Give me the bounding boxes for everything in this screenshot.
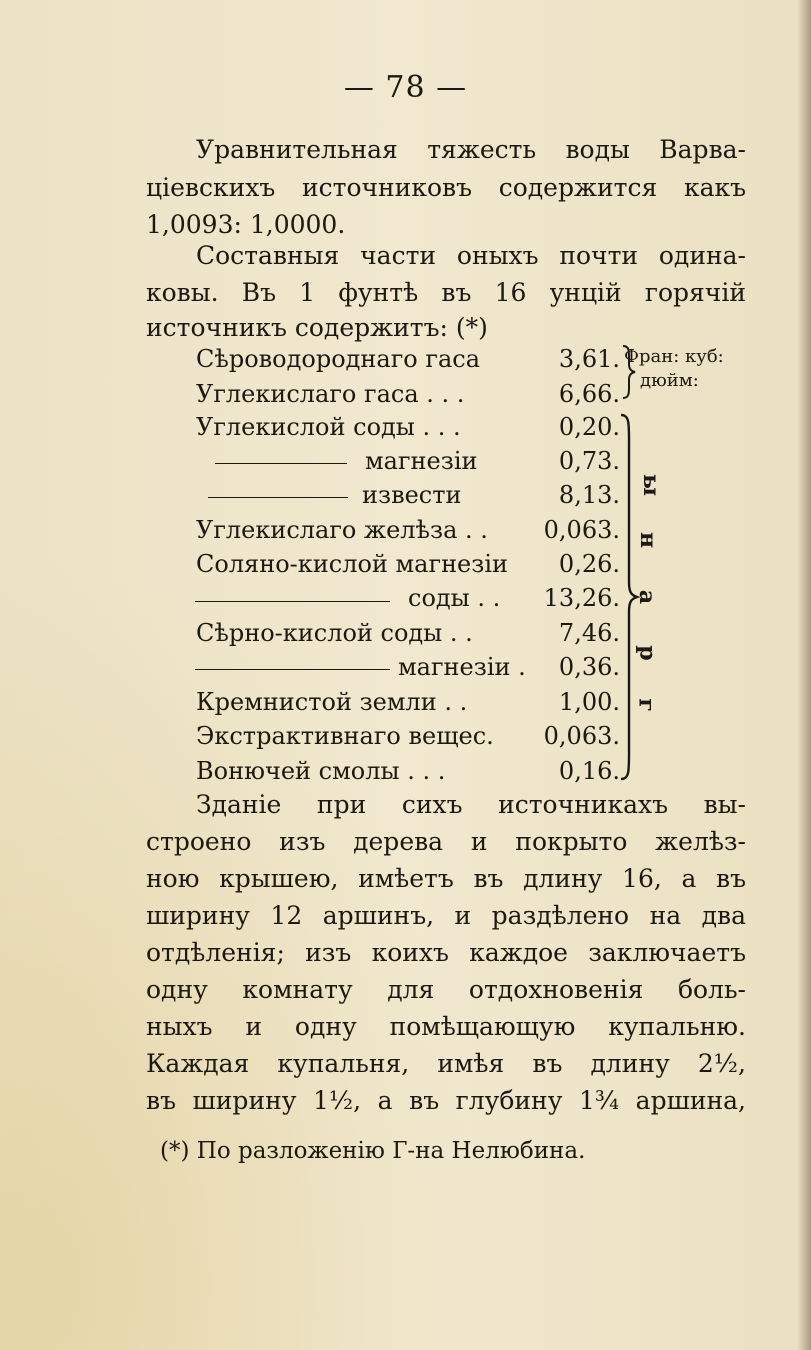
composition-value: 0,16. bbox=[558, 757, 620, 785]
footnote: (*) По разложенію Г-на Нелюбина. bbox=[160, 1138, 586, 1164]
text-line: Уравнительная тяжесть воды Варва- bbox=[196, 135, 746, 164]
text-line: Каждая купальня, имѣя въ длину 2½, bbox=[146, 1049, 746, 1078]
unit-letter: а bbox=[634, 589, 661, 605]
composition-label: Соляно-кислой магнезіи bbox=[196, 550, 509, 578]
text-line: ціевскихъ источниковъ содержится какъ bbox=[146, 173, 746, 202]
text-line: одну комнату для отдохновенія боль- bbox=[146, 975, 746, 1004]
composition-label: магнезіи . bbox=[398, 653, 526, 681]
unit-letter: н bbox=[635, 531, 662, 549]
composition-label: Сѣрно-кислой соды . . bbox=[196, 619, 473, 647]
composition-label: магнезіи bbox=[365, 447, 478, 475]
composition-label: Вонючей смолы . . . bbox=[196, 757, 446, 785]
unit-label: Фран: куб: bbox=[624, 346, 724, 367]
composition-label: Углекислаго гаса . . . bbox=[196, 380, 465, 408]
ditto-dash bbox=[195, 601, 390, 602]
text-line: отдѣленія; изъ коихъ каждое заключаетъ bbox=[146, 938, 746, 967]
composition-value: 0,36. bbox=[558, 653, 620, 681]
composition-label: Кремнистой земли . . bbox=[196, 688, 468, 716]
ditto-dash bbox=[195, 669, 390, 670]
page-number: — 78 — bbox=[343, 70, 468, 105]
text-line: Зданіе при сихъ источникахъ вы- bbox=[196, 790, 746, 819]
composition-label: Сѣроводороднаго гаса bbox=[196, 345, 481, 373]
unit-letter: р bbox=[634, 645, 661, 661]
ditto-dash bbox=[215, 463, 347, 464]
composition-value: 1,00. bbox=[558, 688, 620, 716]
text-line: источникъ содержитъ: (*) bbox=[146, 313, 488, 342]
composition-value: 7,46. bbox=[558, 619, 620, 647]
text-line: Составныя части оныхъ почти одина- bbox=[196, 241, 746, 270]
composition-value: 0,26. bbox=[558, 550, 620, 578]
text-line: строено изъ дерева и покрыто желѣз- bbox=[146, 827, 746, 856]
unit-letter: г bbox=[633, 698, 660, 712]
composition-label: соды . . bbox=[408, 584, 501, 612]
text-line: ширину 12 аршинъ, и раздѣлено на два bbox=[146, 901, 746, 930]
composition-value: 3,61. bbox=[558, 345, 620, 373]
composition-value: 0,20. bbox=[558, 413, 620, 441]
composition-value: 8,13. bbox=[558, 481, 620, 509]
composition-value: 0,063. bbox=[543, 516, 620, 544]
page-edge-shadow bbox=[797, 0, 811, 1350]
unit-label: дюйм: bbox=[640, 370, 699, 391]
text-line: ныхъ и одну помѣщающую купальню. bbox=[146, 1012, 746, 1041]
composition-label: Углекислой соды . . . bbox=[196, 413, 461, 441]
composition-label: Экстрактивнаго вещес. bbox=[196, 722, 494, 750]
composition-value: 0,73. bbox=[558, 447, 620, 475]
composition-value: 6,66. bbox=[558, 380, 620, 408]
composition-value: 0,063. bbox=[543, 722, 620, 750]
composition-label: извести bbox=[362, 481, 462, 509]
text-line: 1,0093: 1,0000. bbox=[146, 210, 346, 239]
text-line: въ ширину 1½, а въ глубину 1¾ аршина, bbox=[146, 1086, 746, 1115]
composition-label: Углекислаго желѣза . . bbox=[196, 516, 488, 544]
unit-letter: ы bbox=[638, 473, 665, 497]
text-line: ною крышею, имѣетъ въ длину 16, а въ bbox=[146, 864, 746, 893]
text-line: ковы. Въ 1 фунтѣ въ 16 унцій горячій bbox=[146, 278, 746, 307]
ditto-dash bbox=[208, 497, 348, 498]
composition-value: 13,26. bbox=[543, 584, 620, 612]
